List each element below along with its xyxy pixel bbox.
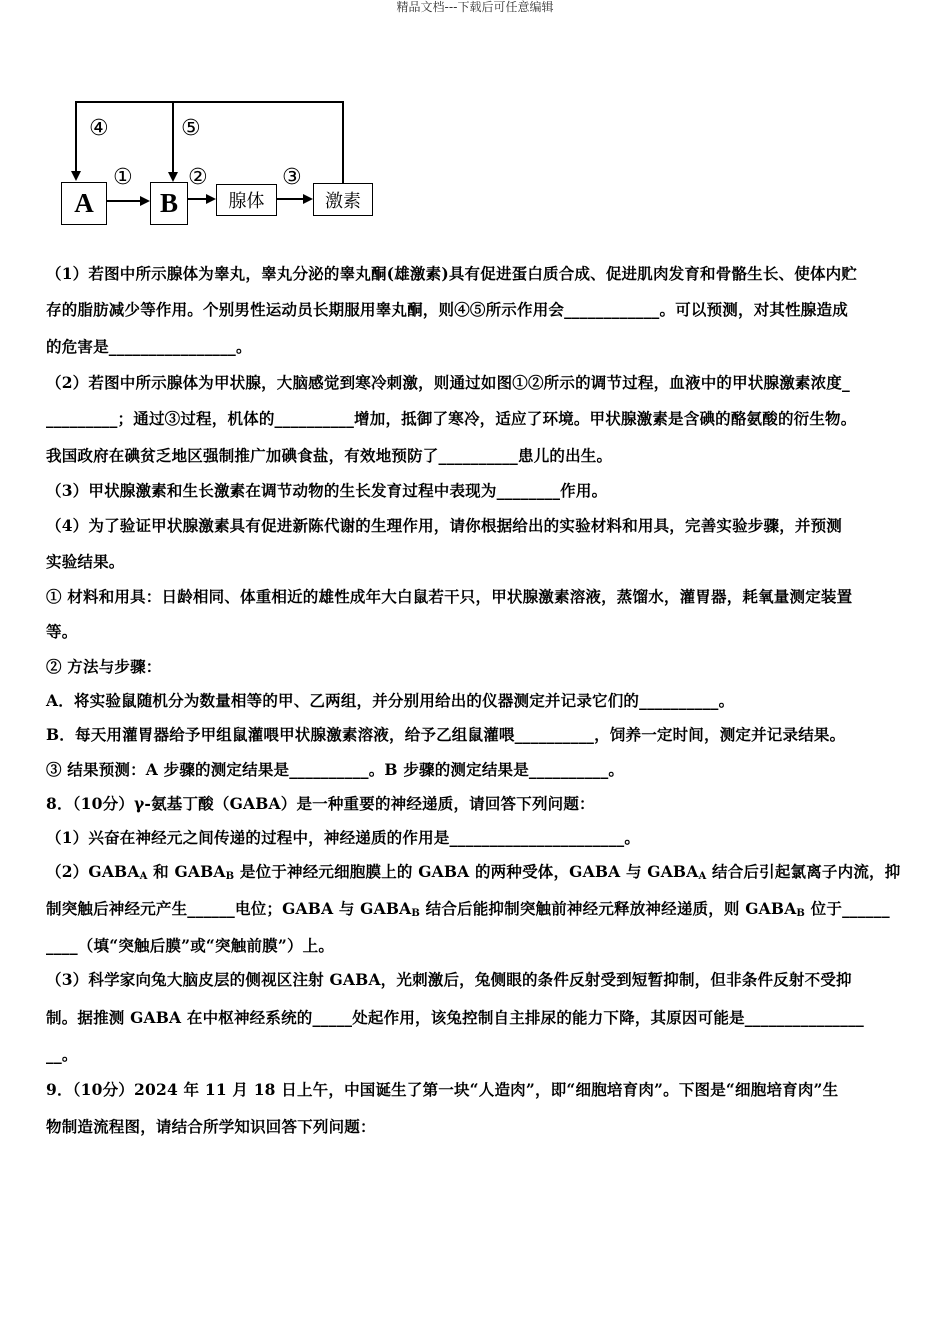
text-line: 物制造流程图，请结合所学知识回答下列问题： bbox=[46, 1117, 376, 1136]
text-line: ____（填“突触后膜”或“突触前膜”）上。 bbox=[46, 936, 335, 955]
arrowhead-4 bbox=[71, 171, 81, 181]
text-line: （2）若图中所示腺体为甲状腺，大脑感觉到寒冷刺激，则通过如图①②所示的调节过程，血液中的甲状腺激素浓度_ bbox=[46, 373, 850, 392]
box-hormone: 激素 bbox=[313, 183, 373, 216]
label-3: ③ bbox=[282, 165, 302, 190]
text-line: 存的脂肪减少等作用。个别男性运动员长期服用睾丸酮，则④⑤所示作用会____________。可以预测，对其性腺造成 bbox=[46, 300, 848, 319]
arrow-1 bbox=[107, 200, 140, 202]
label-4: ④ bbox=[89, 116, 109, 141]
label-2: ② bbox=[188, 165, 208, 190]
arrowhead-2 bbox=[206, 194, 216, 204]
box-a: A bbox=[61, 182, 107, 225]
text-line: （1）若图中所示腺体为睾丸，睾丸分泌的睾丸酮(雄激素)具有促进蛋白质合成、促进肌肉发育和骨骼生长、使体内贮 bbox=[46, 264, 858, 283]
text-line: （3）甲状腺激素和生长激素在调节动物的生长发育过程中表现为________作用。 bbox=[46, 481, 608, 500]
question-9-title: 9．（10分）2024 年 11 月 18 日上午，中国诞生了第一块“人造肉”，即“细胞培育肉”。下图是“细胞培育肉”生 bbox=[46, 1080, 839, 1099]
text-line: 实验结果。 bbox=[46, 552, 125, 571]
arrowhead-3 bbox=[303, 194, 313, 204]
arrow-2 bbox=[188, 198, 206, 200]
text-line: 的危害是________________。 bbox=[46, 337, 252, 356]
text-line: 制突触后神经元产生______电位；GABA 与 $GABA_B$ 结合后能抑制突触前神经元释放神经递质，则 $GABA_B$ 位于______ bbox=[46, 899, 890, 919]
text-line: ③ 结果预测：A 步骤的测定结果是__________。B 步骤的测定结果是__________。 bbox=[46, 760, 625, 779]
label-5: ⑤ bbox=[181, 116, 201, 141]
page-header: 精品文档---下载后可任意编辑 bbox=[396, 0, 554, 14]
arrowhead-5 bbox=[168, 172, 178, 182]
text-line: （3）科学家向兔大脑皮层的侧视区注射 GABA，光刺激后，兔侧眼的条件反射受到短暂抑制，但非条件反射不受抑 bbox=[46, 970, 852, 989]
text-line: ② 方法与步骤： bbox=[46, 657, 162, 676]
text-line: ① 材料和用具：日龄相同、体重相近的雄性成年大白鼠若干只，甲状腺激素溶液，蒸馏水，灌胃器，耗氧量测定装置 bbox=[46, 587, 853, 606]
feedback-line-5-down bbox=[172, 101, 174, 173]
label-1: ① bbox=[113, 165, 133, 190]
text-line: __。 bbox=[46, 1045, 78, 1064]
arrowhead-1 bbox=[140, 196, 150, 206]
text-line: （4）为了验证甲状腺激素具有促进新陈代谢的生理作用，请你根据给出的实验材料和用具，完善实验步骤，并预测 bbox=[46, 516, 842, 535]
text-line: _________；通过③过程，机体的__________增加，抵御了寒冷，适应了环境。甲状腺激素是含碘的酪氨酸的衍生物。 bbox=[46, 409, 857, 428]
feedback-line-4-down bbox=[75, 101, 77, 171]
box-b: B bbox=[150, 182, 188, 225]
text-line: $(2)GABA_A$ 和 $GABA_B$ 是位于神经元细胞膜上的 GABA 的两种受体，GABA 与 $GABA_A$ 结合后引起氯离子内流，抑 bbox=[46, 862, 901, 882]
text-line: 制。据推测 GABA 在中枢神经系统的_____处起作用，该兔控制自主排尿的能力下降，其原因可能是_______________ bbox=[46, 1008, 864, 1027]
arrow-3 bbox=[277, 198, 303, 200]
box-gland: 腺体 bbox=[216, 184, 277, 216]
question-8-title: 8．（10分）γ-氨基丁酸（GABA）是一种重要的神经递质，请回答下列问题： bbox=[46, 794, 595, 813]
text-line: B．每天用灌胃器给予甲组鼠灌喂甲状腺激素溶液，给予乙组鼠灌喂__________，饲养一定时间，测定并记录结果。 bbox=[46, 725, 846, 744]
text-line: （1）兴奋在神经元之间传递的过程中，神经递质的作用是______________________。 bbox=[46, 828, 641, 847]
text-line: A．将实验鼠随机分为数量相等的甲、乙两组，并分别用给出的仪器测定并记录它们的__________。 bbox=[46, 691, 735, 710]
feedback-line-4-vertical-right bbox=[342, 101, 344, 184]
text-line: 等。 bbox=[46, 622, 78, 641]
feedback-line-4-top bbox=[75, 101, 344, 103]
text-line: 我国政府在碘贫乏地区强制推广加碘食盐，有效地预防了__________患儿的出生。 bbox=[46, 446, 613, 465]
